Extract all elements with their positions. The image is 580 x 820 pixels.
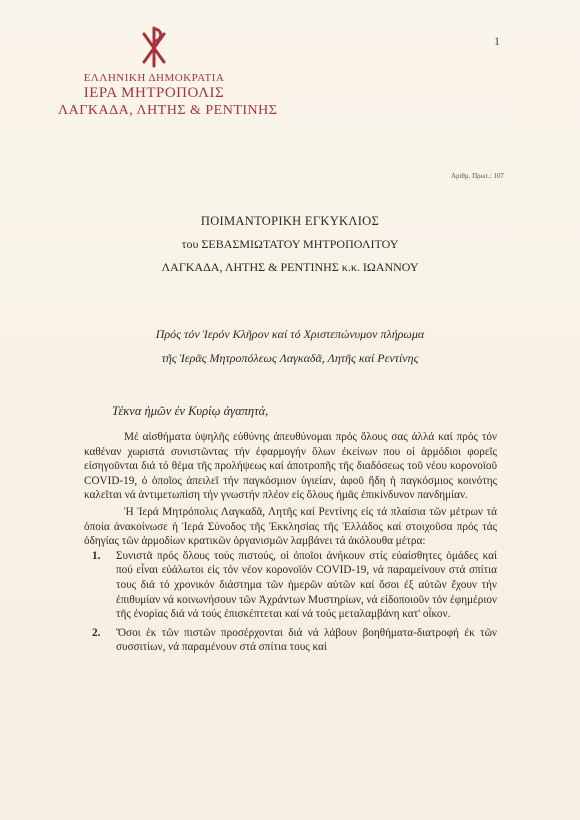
paragraph: Ἡ Ἱερά Μητρόπολις Λαγκαδᾶ, Λητῆς καί Ρεντίνης εἰς τά πλαίσια τῶν μέτρων τά ὁποία ἀνακοίνωσε ἡ Ἱερά Σύνοδος τῆς Ἐκκλησίας τῆς Ἑλλάδος καί στοιχοῦσα πρός τάς ὁδηγίας τῶν ἁρμοδίων κρατικῶν ὀργανισμῶν λαμβάνει τά ἀκόλουθα μέτρα: [84, 505, 497, 548]
body-text [84, 430, 497, 655]
list-item [84, 626, 497, 655]
addressee-line-1: Πρός τόν Ἱερόν Κλῆρον καί τό Χριστεπώνυμον πλήρωμα [155, 327, 425, 341]
list-item [84, 549, 497, 622]
title-line-1: ΠΟΙΜΑΝΤΟΡΙΚΗ ΕΓΚΥΚΛΙΟΣ [200, 214, 380, 228]
list-item-text: Συνιστᾶ πρός ὅλους τούς πιστούς, οἱ ὁποῖοι ἀνήκουν στίς εὐαίσθητες ὁμάδες καί πού εἶναι εὐάλωτοι εἰς τόν νέον κορονοϊόν COVID-19, νά παραμείνουν στά σπίτια τους διά τό χρονικόν διάστημα τῶν ἡμερῶν αὐτῶν καί ὅσοι ἐξ αὐτῶν ἔχουν τήν ἐπιθυμίαν νά κοινωνήσουν τῶν Ἀχράντων Μυστηρίων, νά εἰδοποιοῦν τόν ἐφημέριον τῆς ἐνορίας διά νά τούς ἐπισκέπτεται καί νά τούς μεταλαμβάνη κατ' οἶκον. [116, 549, 497, 621]
letterhead-diocese: ΛΑΓΚΑΔΑ, ΛΗΤΗΣ & ΡΕΝΤΙΝΗΣ [58, 103, 278, 118]
letterhead-institution: ΙΕΡΑ ΜΗΤΡΟΠΟΛΙΣ [83, 85, 225, 101]
protocol-number: Αριθμ. Πρωτ.: 107 [451, 172, 504, 180]
letterhead [58, 24, 278, 119]
page-number: 1 [494, 34, 500, 48]
list-item-number: 2. [92, 626, 101, 639]
list-item-number: 1. [92, 549, 101, 562]
measures-list [84, 549, 497, 655]
addressee [70, 322, 510, 370]
title-line-3: ΛΑΓΚΑΔΑ, ΛΗΤΗΣ & ΡΕΝΤΙΝΗΣ κ.κ. ΙΩΑΝΝΟΥ [161, 260, 419, 274]
title-line-2: του ΣΕΒΑΣΜΙΩΤΑΤΟΥ ΜΗΤΡΟΠΟΛΙΤΟΥ [181, 237, 399, 251]
document-title [70, 210, 510, 279]
paragraph: Μέ αἰσθήματα ὑψηλῆς εὐθύνης ἀπευθύνομαι πρός ὅλους σας ἀλλά καί πρός τόν καθέναν χωριστά συνιστῶντας τήν ἐφαρμογήν ὅλων ἐκείνων που οἱ ἁρμόδιοι φορεῖς εἰσηγοῦνται διά τό θέμα τῆς προλήψεως καί ἀποτροπῆς τῆς διαδόσεως τοῦ νέου κορονοϊοῦ COVID-19, ὁ ὁποῖος ἀπειλεῖ τήν παγκόσμιον ὑγιείαν, ἀφοῦ ἤδη ἡ παγκόσμιος κοινότης καλεῖται νά ἀντιμετωπίση τήν γνωστήν πλέον εἰς ὅλους ἡμᾶς ἐπικίνδυνον πανδημίαν. [84, 431, 497, 502]
letterhead-country: ΕΛΛΗΝΙΚΗ ΔΗΜΟΚΡΑΤΙΑ [83, 72, 225, 84]
greeting: Τέκνα ἡμῶν ἐν Κυρίῳ ἀγαπητά, [112, 404, 269, 418]
chi-rho-icon [132, 24, 176, 68]
list-item-text: Ὅσοι ἐκ τῶν πιστῶν προσέρχονται διά νά λάβουν βοηθήματα-διατροφή ἐκ τῶν συσσιτίων, νά παραμένουν στά σπίτια τους καί [116, 626, 497, 654]
addressee-line-2: τῆς Ἱερᾶς Μητροπόλεως Λαγκαδᾶ, Λητῆς καί Ρεντίνης [161, 351, 419, 365]
